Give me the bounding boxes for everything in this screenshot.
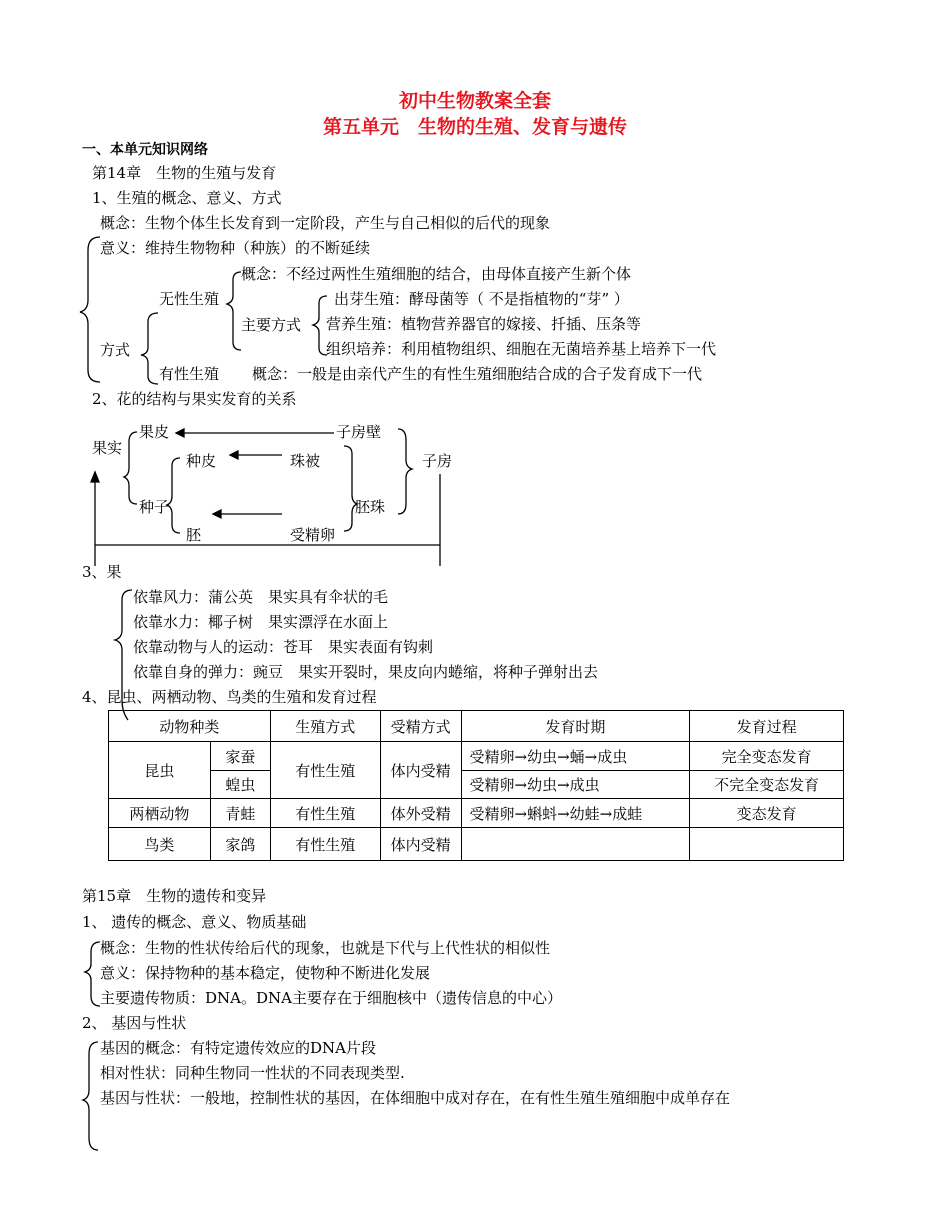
cell-insect-reproduction: 有性生殖 — [270, 742, 380, 799]
header-stages: 发育时期 — [461, 711, 690, 742]
reproduction-heading: 1、生殖的概念、意义、方式 — [92, 189, 282, 207]
cell-bird: 鸟类 — [109, 828, 211, 861]
dispersal-water: 依靠水力：椰子树 果实漂浮在水面上 — [133, 613, 389, 631]
cell-frog-stages: 受精卵→蝌蚪→幼蛙→成蛙 — [461, 799, 690, 828]
cell-insect-fertilization: 体内受精 — [380, 742, 461, 799]
cell-frog-reproduction: 有性生殖 — [270, 799, 380, 828]
reproduction-meaning: 意义：维持生物物种（种族）的不断延续 — [100, 239, 371, 257]
cell-locust-process: 不完全变态发育 — [690, 771, 844, 799]
header-animal: 动物种类 — [109, 711, 271, 742]
cell-pigeon-reproduction: 有性生殖 — [270, 828, 380, 861]
chapter-15-title: 第15章 生物的遗传和变异 — [82, 887, 267, 905]
ways-label: 方式 — [100, 341, 131, 359]
dispersal-wind: 依靠风力：蒲公英 果实具有伞状的毛 — [133, 588, 389, 606]
embryo-label: 胚 — [186, 526, 202, 544]
asexual-label: 无性生殖 — [159, 290, 220, 308]
zygote-label: 受精卵 — [290, 526, 336, 544]
seed-coat-label: 种皮 — [186, 452, 217, 470]
cell-locust: 蝗虫 — [210, 771, 270, 799]
unit-title: 第五单元 生物的生殖、发育与遗传 — [322, 116, 627, 138]
document-title: 初中生物教案全套 — [398, 90, 551, 112]
cell-pigeon: 家鸽 — [210, 828, 270, 861]
gene-trait-heading: 2、 基因与性状 — [82, 1014, 187, 1032]
heredity-material: 主要遗传物质：DNA。DNA主要存在于细胞核中（遗传信息的中心） — [100, 989, 562, 1007]
main-ways-label: 主要方式 — [241, 316, 302, 334]
seed-label: 种子 — [139, 498, 170, 516]
dispersal-animal: 依靠动物与人的运动：苍耳 果实表面有钩刺 — [133, 638, 434, 656]
asexual-concept: 概念：不经过两性生殖细胞的结合，由母体直接产生新个体 — [241, 265, 632, 283]
reproduction-concept: 概念：生物个体生长发育到一定阶段，产生与自己相似的后代的现象 — [100, 214, 551, 232]
header-fertilization: 受精方式 — [380, 711, 461, 742]
cell-amphibian: 两栖动物 — [109, 799, 211, 828]
development-heading: 4、昆虫、两栖动物、鸟类的生殖和发育过程 — [82, 688, 377, 706]
cell-frog-fertilization: 体外受精 — [380, 799, 461, 828]
ovary-wall-label: 子房壁 — [336, 423, 382, 441]
pericarp-label: 果皮 — [139, 423, 170, 441]
header-reproduction: 生殖方式 — [270, 711, 380, 742]
gene-concept: 基因的概念：有特定遗传效应的DNA片段 — [100, 1039, 376, 1057]
flower-fruit-heading: 2、花的结构与果实发育的关系 — [92, 390, 297, 408]
cell-locust-stages: 受精卵→幼虫→成虫 — [461, 771, 690, 799]
cell-pigeon-fertilization: 体内受精 — [380, 828, 461, 861]
ovary-label: 子房 — [422, 452, 453, 470]
dispersal-elastic: 依靠自身的弹力：豌豆 果实开裂时，果皮向内蜷缩，将种子弹射出去 — [133, 663, 599, 681]
heredity-heading: 1、 遗传的概念、意义、物质基础 — [82, 913, 307, 931]
sexual-label: 有性生殖 — [159, 365, 220, 383]
cell-frog: 青蛙 — [210, 799, 270, 828]
heredity-concept: 概念：生物的性状传给后代的现象，也就是下代与上代性状的相似性 — [100, 939, 551, 957]
fruit-label: 果实 — [92, 439, 123, 457]
tissue-culture-text: 组织培养：利用植物组织、细胞在无菌培养基上培养下一代 — [326, 340, 717, 358]
vegetative-text: 营养生殖：植物营养器官的嫁接、扦插、压条等 — [326, 315, 642, 333]
cell-silkworm-process: 完全变态发育 — [690, 742, 844, 771]
cell-silkworm-stages: 受精卵→幼虫→蛹→成虫 — [461, 742, 690, 771]
budding-text: 出芽生殖：酵母菌等（ 不是指植物的“芽” ） — [334, 290, 629, 308]
heredity-meaning: 意义：保持物种的基本稳定，使物种不断进化发展 — [100, 964, 431, 982]
sexual-concept: 概念：一般是由亲代产生的有性生殖细胞结合成的合子发育成下一代 — [252, 365, 703, 383]
dispersal-heading: 3、果 — [82, 563, 122, 581]
relative-traits: 相对性状：同种生物同一性状的不同表现类型. — [100, 1064, 405, 1082]
integument-label: 珠被 — [290, 452, 321, 470]
gene-and-trait: 基因与性状：一般地，控制性状的基因，在体细胞中成对存在，在有性生殖生殖细胞中成单存在 — [100, 1089, 731, 1107]
section-heading: 一、本单元知识网络 — [82, 142, 208, 158]
cell-insect: 昆虫 — [109, 742, 211, 799]
ovule-label: 胚珠 — [355, 498, 386, 516]
cell-frog-process: 变态发育 — [690, 799, 844, 828]
header-process: 发育过程 — [690, 711, 844, 742]
chapter-14-title: 第14章 生物的生殖与发育 — [92, 164, 277, 182]
cell-silkworm: 家蚕 — [210, 742, 270, 771]
